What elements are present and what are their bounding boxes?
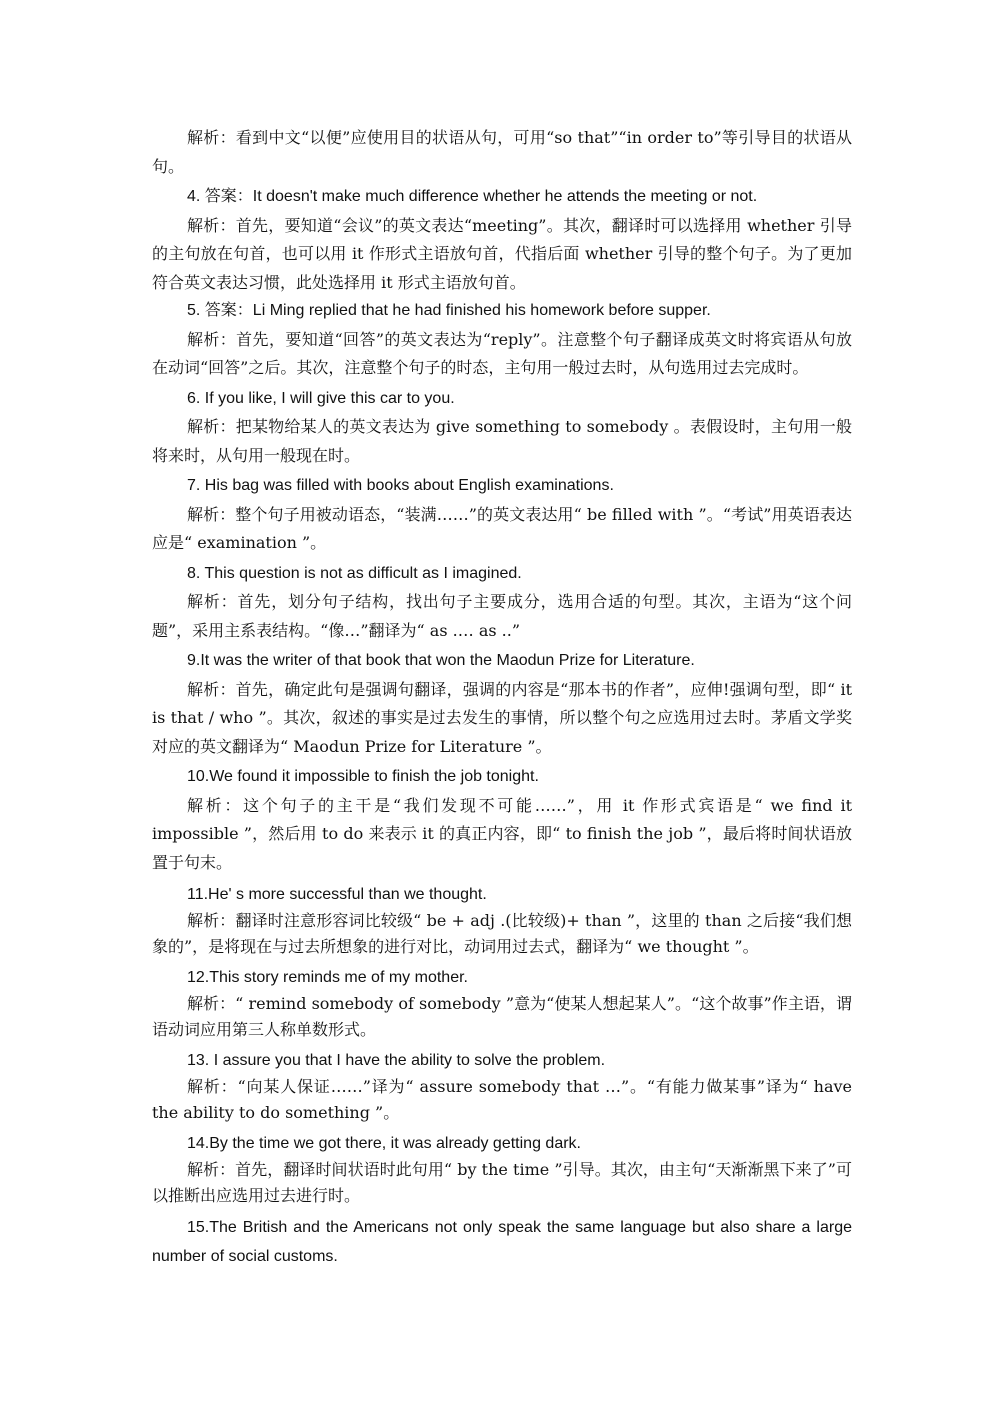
explanation-11: 解析：翻译时注意形容词比较级“ be + adj .(比较级)+ than ”，这里的 than 之后接“我们想象的”，是将现在与过去所想象的进行对比，动词用过去式，翻译为“ we thought ”。 [152, 911, 852, 956]
document-page [152, 124, 852, 1271]
explanation-8: 解析：首先，划分句子结构，找出句子主要成分，选用合适的句型。其次，主语为“这个问题”，采用主系表结构。“像…”翻译为“ as .… as ..” [152, 592, 852, 640]
answer-8: 8. This question is not as difficult as I imagined. [187, 564, 522, 582]
explanation-5: 解析：首先，要知道“回答”的英文表达为“reply”。注意整个句子翻译成英文时将宾语从句放在动词“回答”之后。其次，注意整个句子的时态，主句用一般过去时，从句选用过去完成时。 [152, 329, 852, 377]
explanation-13: 解析：“向某人保证……”译为“ assure somebody that …”。“有能力做某事”译为“ have the ability to do something ”。 [152, 1077, 852, 1122]
answer-11: 11.He' s more successful than we thought. [187, 886, 487, 903]
answer-5: 5. 答案：Li Ming replied that he had finished his homework before supper. [187, 302, 711, 319]
explanation-7: 解析：整个句子用被动语态，“装满……”的英文表达用“ be filled with ”。“考试”用英语表达应是“ examination ”。 [152, 504, 852, 552]
answer-12: 12.This story reminds me of my mother. [187, 969, 468, 986]
explanation-6: 解析：把某物给某人的英文表达为 give something to somebody 。表假设时，主句用一般将来时，从句用一般现在时。 [152, 417, 852, 465]
explanation-3: 解析：看到中文“以便”应使用目的状语从句，可用“so that”“in order to”等引导目的状语从句。 [152, 128, 852, 176]
answer-9: 9.It was the writer of that book that won the Maodun Prize for Literature. [187, 652, 695, 669]
explanation-12: 解析：“ remind somebody of somebody ”意为“使某人想起某人”。“这个故事”作主语，谓语动词应用第三人称单数形式。 [152, 994, 852, 1039]
answer-13: 13. I assure you that I have the ability to solve the problem. [187, 1052, 606, 1069]
explanation-14: 解析：首先，翻译时间状语时此句用“ by the time ”引导。其次，由主句“天渐渐黑下来了”可以推断出应选用过去进行时。 [152, 1160, 852, 1205]
answer-10: 10.We found it impossible to finish the job tonight. [187, 768, 539, 785]
answer-4: 4. 答案：It doesn't make much difference whether he attends the meeting or not. [187, 188, 758, 205]
explanation-4: 解析：首先，要知道“会议”的英文表达“meeting”。其次，翻译时可以选择用 whether 引导的主句放在句首，也可以用 it 作形式主语放句首，代指后面 whether 引导的整个句子。为了更加符合英文表达习惯，此处选择用 it 形式主语放句首。 [152, 215, 852, 292]
answer-6: 6. If you like, I will give this car to you. [187, 389, 455, 407]
explanation-10: 解析：这个句子的主干是“我们发现不可能……”，用 it 作形式宾语是“ we find it impossible ”，然后用 to do 来表示 it 的真正内容，即“ to finish the job ”，最后将时间状语放置于句末。 [152, 795, 852, 872]
answer-15: 15.The British and the Americans not only speak the same language but also share a large number of social customs. [152, 1219, 852, 1265]
answer-7: 7. His bag was filled with books about English examinations. [187, 477, 614, 494]
explanation-9: 解析：首先，确定此句是强调句翻译，强调的内容是“那本书的作者”，应伸!强调句型，即“ it is that / who ”。其次，叙述的事实是过去发生的事情，所以整个句之应选用过去时。茅盾文学奖对应的英文翻译为“ Maodun Prize for Literature ”。 [152, 679, 852, 756]
answer-14: 14.By the time we got there, it was already getting dark. [187, 1135, 581, 1152]
